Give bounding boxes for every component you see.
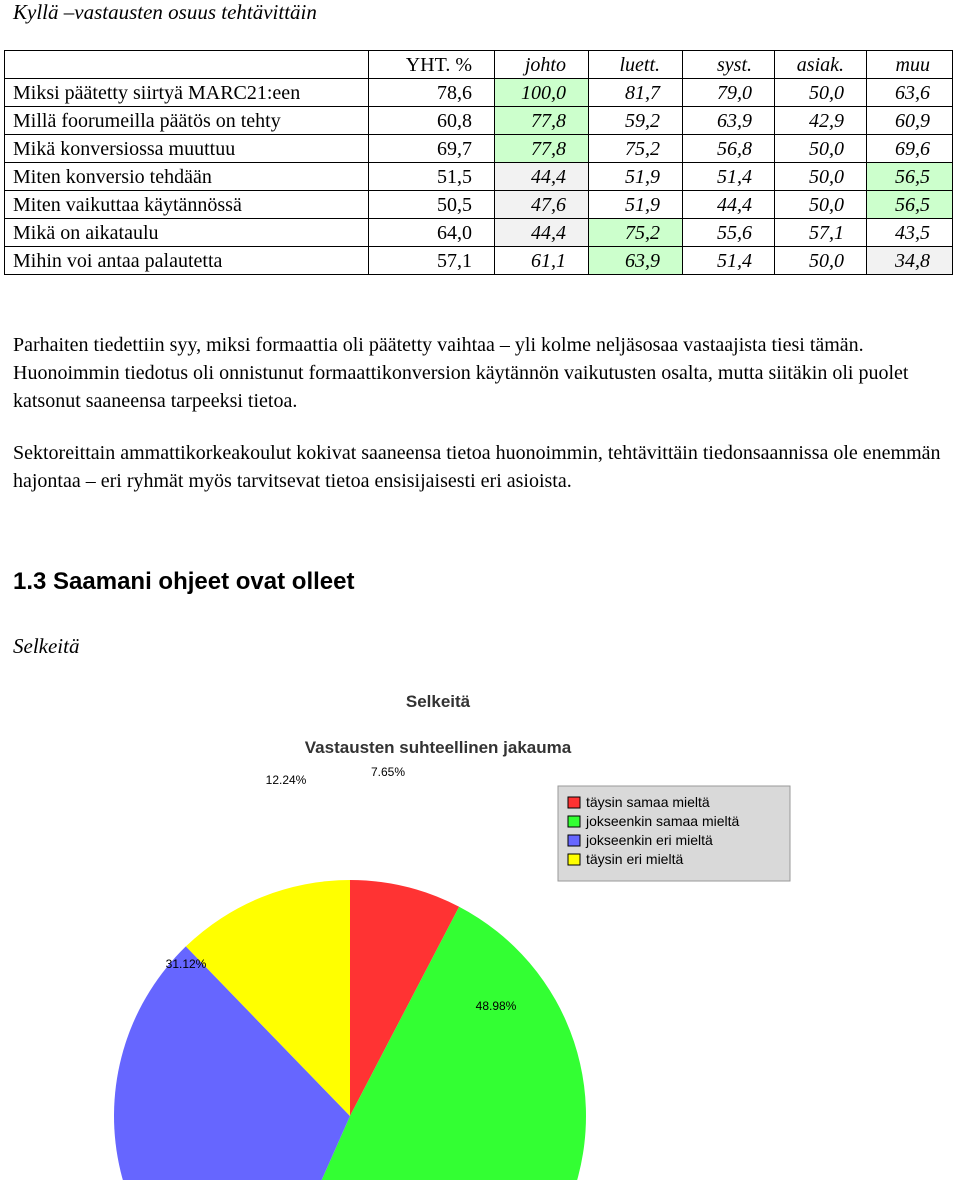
- table-cell: 55,6: [683, 219, 775, 247]
- table-cell: 57,1: [369, 247, 495, 275]
- table-cell: 50,5: [369, 191, 495, 219]
- table-cell: 50,0: [775, 247, 867, 275]
- row-label: Mihin voi antaa palautetta: [5, 247, 369, 275]
- table-cell: 51,5: [369, 163, 495, 191]
- table-cell: 50,0: [775, 163, 867, 191]
- table-cell: 75,2: [589, 219, 683, 247]
- table-header-cell: [5, 51, 369, 79]
- pie-value-label: 48.98%: [475, 999, 517, 1013]
- table-row: [5, 191, 953, 219]
- paragraph-2: Sektoreittain ammattikorkeakoulut kokivat saaneensa tietoa huonoimmin, tehtävittäin tiedonsaannissa ole enemmän hajontaa – eri ryhmät myös tarvitsevat tietoa ensisijaisesti eri asioista.: [13, 442, 941, 492]
- table-cell: 61,1: [495, 247, 589, 275]
- table-cell: 81,7: [589, 79, 683, 107]
- table-cell: 60,8: [369, 107, 495, 135]
- pie-value-label: 12.24%: [265, 773, 307, 787]
- table-header-cell: syst.: [683, 51, 775, 79]
- table-cell: 44,4: [683, 191, 775, 219]
- table-cell: 59,2: [589, 107, 683, 135]
- table-cell: 63,9: [683, 107, 775, 135]
- table-row: [5, 135, 953, 163]
- table-row: [5, 163, 953, 191]
- table-cell: 43,5: [867, 219, 953, 247]
- table-cell: 44,4: [495, 163, 589, 191]
- table-header-cell: asiak.: [775, 51, 867, 79]
- table-cell: 56,5: [867, 163, 953, 191]
- chart-legend: [558, 786, 790, 881]
- legend-label: täysin samaa mieltä: [586, 794, 710, 810]
- table-cell: 64,0: [369, 219, 495, 247]
- chart-subtitle: Vastausten suhteellinen jakauma: [304, 738, 572, 757]
- legend-label: jokseenkin eri mieltä: [586, 832, 713, 848]
- table-cell: 47,6: [495, 191, 589, 219]
- top-heading: Kyllä –vastausten osuus tehtävittäin: [13, 0, 317, 24]
- table-header-row: [5, 51, 953, 79]
- legend-swatch: [568, 797, 580, 808]
- pie-value-label: 7.65%: [370, 765, 406, 779]
- table-cell: 50,0: [775, 135, 867, 163]
- table-cell: 44,4: [495, 219, 589, 247]
- legend-swatch: [568, 854, 580, 865]
- table-cell: 50,0: [775, 191, 867, 219]
- table-header-cell: johto: [495, 51, 589, 79]
- table-cell: 42,9: [775, 107, 867, 135]
- table-cell: 78,6: [369, 79, 495, 107]
- table-cell: 34,8: [867, 247, 953, 275]
- table-cell: 75,2: [589, 135, 683, 163]
- legend-label: täysin eri mieltä: [586, 851, 684, 867]
- table-row: [5, 247, 953, 275]
- row-label: Mikä konversiossa muuttuu: [5, 135, 369, 163]
- table-cell: 51,9: [589, 163, 683, 191]
- table-row: [5, 219, 953, 247]
- table-cell: 77,8: [495, 107, 589, 135]
- table-cell: 69,7: [369, 135, 495, 163]
- table-cell: 69,6: [867, 135, 953, 163]
- legend-swatch: [568, 816, 580, 827]
- legend-swatch: [568, 835, 580, 846]
- row-label: Millä foorumeilla päätös on tehty: [5, 107, 369, 135]
- table-row: [5, 79, 953, 107]
- table-cell: 56,8: [683, 135, 775, 163]
- table-cell: 57,1: [775, 219, 867, 247]
- row-label: Miksi päätetty siirtyä MARC21:een: [5, 79, 369, 107]
- table-cell: 50,0: [775, 79, 867, 107]
- table-header-cell: muu: [867, 51, 953, 79]
- legend-label: jokseenkin samaa mieltä: [586, 813, 740, 829]
- pie-chart: [0, 680, 960, 1180]
- table-cell: 51,4: [683, 163, 775, 191]
- table-header-cell: YHT. %: [369, 51, 495, 79]
- table-cell: 77,8: [495, 135, 589, 163]
- table-cell: 63,9: [589, 247, 683, 275]
- table-cell: 79,0: [683, 79, 775, 107]
- chart-title: Selkeitä: [405, 692, 471, 711]
- table-cell: 60,9: [867, 107, 953, 135]
- table-row: [5, 107, 953, 135]
- sub-heading: Selkeitä: [13, 634, 80, 658]
- table-header-cell: luett.: [589, 51, 683, 79]
- table-cell: 51,9: [589, 191, 683, 219]
- paragraph-1: Parhaiten tiedettiin syy, miksi formaattia oli päätetty vaihtaa – yli kolme neljäsosaa vastaajista tiesi tämän. Huonoimmin tiedotus oli onnistunut formaattikonversion käytännön vaikutusten osalta, mutta siitäkin oli puolet katsonut saaneensa tarpeeksi tietoa.: [13, 334, 909, 412]
- row-label: Miten vaikuttaa käytännössä: [5, 191, 369, 219]
- section-title: 1.3 Saamani ohjeet ovat olleet: [13, 568, 355, 595]
- table-cell: 56,5: [867, 191, 953, 219]
- results-table: [4, 50, 953, 275]
- row-label: Mikä on aikataulu: [5, 219, 369, 247]
- table-cell: 100,0: [495, 79, 589, 107]
- table-cell: 63,6: [867, 79, 953, 107]
- table-cell: 51,4: [683, 247, 775, 275]
- row-label: Miten konversio tehdään: [5, 163, 369, 191]
- pie-value-label: 31.12%: [165, 957, 207, 971]
